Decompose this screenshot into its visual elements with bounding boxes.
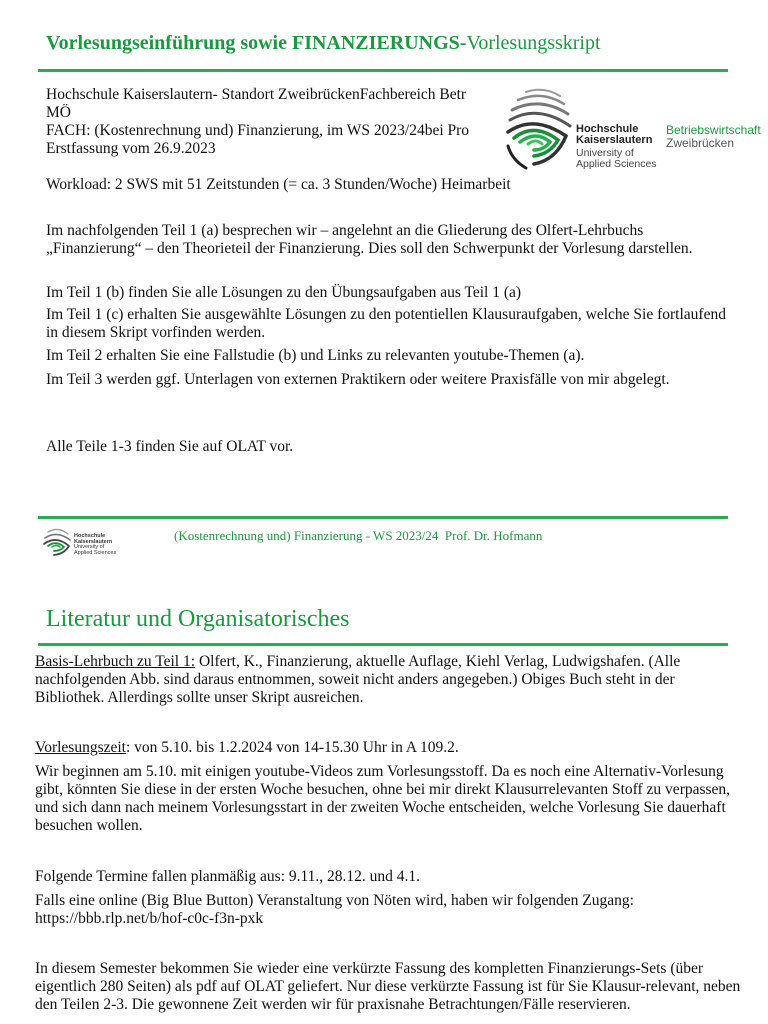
title-regular: Vorlesungsskript [466,32,601,54]
fingerprint-icon [504,84,574,172]
online-note: Falls eine online (Big Blue Button) Veranstaltung von Nöten wird, haben wir folgenden Zugang: [35,892,634,909]
section-heading: Literatur und Organisatorisches [46,606,350,632]
zeit-label: Vorlesungszeit [35,739,126,756]
termine-line: Folgende Termine fallen planmäßig aus: 9.11., 28.12. und 4.1. [35,868,421,885]
info-line: FACH: (Kostenrechnung und) Finanzierung, im WS 2023/24bei Pro [46,122,470,139]
fingerprint-icon [42,524,72,558]
section-rule [38,643,728,646]
paragraph-teil1b: Im Teil 1 (b) finden Sie alle Lösungen zu den Übungsaufgaben aus Teil 1 (a) [46,284,522,301]
footer-logo-line: Kaiserslautern [74,538,113,545]
zeit-paragraph: Wir beginnen am 5.10. mit einigen youtube-Videos zum Vorlesungsstoff. Da es noch eine Alternativ-Vorlesung gibt, könnten Sie diese in der ersten Woche besuchen, ohne bei mir direkt Klausurrelevanten Stoff zu verpassen, und sich dann nach meinem Vorlesungsstart in der zweiten Woche entscheiden, welche Vorlesung Sie dauerhaft besuchen wollen. [35,763,731,834]
paragraph-intro: Im nachfolgenden Teil 1 (a) besprechen wir – angelehnt an die Gliederung des Olfert-Lehrbuchs „Finanzierung“ – den Theorieteil der Finanzierung. Dies soll den Schwerpunkt der Vorlesung darstellen. [46,222,693,257]
basis-label: Basis-Lehrbuch zu Teil 1: [35,653,196,670]
title-rule [38,69,728,72]
paragraph-teil2: Im Teil 2 erhalten Sie eine Fallstudie (b) und Links zu relevanten youtube-Themen (a). [46,347,585,364]
paragraph-teil1c: Im Teil 1 (c) erhalten Sie ausgewählte Lösungen zu den potentiellen Klausuraufgaben, welche Sie fortlaufend in diesem Skript vorfinden werden. [46,306,726,341]
footer-logo-line: Hochschule [74,533,106,539]
zeit-text: : von 5.10. bis 1.2.2024 von 14-15.30 Uhr in A 109.2. [125,739,459,756]
logo-sub-line: University of [576,147,634,159]
basis-text: Olfert, K., Finanzierung, aktuelle Auflage, Kiehl Verlag, Ludwigshafen. (Alle nachfolgenden Abb. sind daraus entnommen, soweit nicht anders angegeben.) Obiges Buch steht in der Bibliothek. Allerdings sollte unser Skript ausreichen. [35,653,681,706]
logo-name-line: Kaiserslautern [576,134,653,146]
basis-lehrbuch [35,653,745,707]
paragraph-teil3: Im Teil 3 werden ggf. Unterlagen von externen Praktikern oder weitere Praxisfälle von mir abgelegt. [46,371,670,388]
logo-dept-line: Betriebswirtschaft [666,123,761,137]
university-logo [504,82,761,174]
footer-logo-line: University of [74,544,105,550]
info-block [46,86,506,158]
semester-note: In diesem Semester bekommen Sie wieder eine verkürzte Fassung des kompletten Finanzierungs-Sets (über eigentlich 280 Seiten) als pdf auf OLAT geliefert. Nur diese verkürzte Fassung ist für Sie Klausur-relevant, neben den Teilen 2-3. Die gewonnene Zeit werden wir für praxisnahe Betrachtungen/Fälle reservieren. [35,960,741,1013]
document-title [46,32,601,55]
olat-note: Alle Teile 1-3 finden Sie auf OLAT vor. [46,438,294,455]
logo-dept-line: Zweibrücken [666,136,735,150]
logo-name-line: Hochschule [576,123,639,135]
workload-line: Workload: 2 SWS mit 51 Zeitstunden (= ca. 3 Stunden/Woche) Heimarbeit [46,176,511,193]
footer-logo-line: Applied Sciences [74,549,117,556]
footer-logo [42,524,122,560]
info-line: Erstfassung vom 26.9.2023 [46,140,216,157]
vorlesungszeit [35,739,745,757]
info-line: Hochschule Kaiserslautern- Standort ZweibrückenFachbereich Betr [46,86,467,103]
title-bold: Vorlesungseinführung sowie FINANZIERUNGS- [46,32,467,54]
logo-sub-line: Applied Sciences [576,158,657,170]
info-line: MÖ [46,104,71,121]
footer-rule [38,516,728,519]
bbb-link[interactable]: https://bbb.rlp.net/b/hof-c0c-f3n-pxk [35,910,264,927]
footer-text: (Kostenrechnung und) Finanzierung - WS 2023/24 Prof. Dr. Hofmann [174,528,543,543]
